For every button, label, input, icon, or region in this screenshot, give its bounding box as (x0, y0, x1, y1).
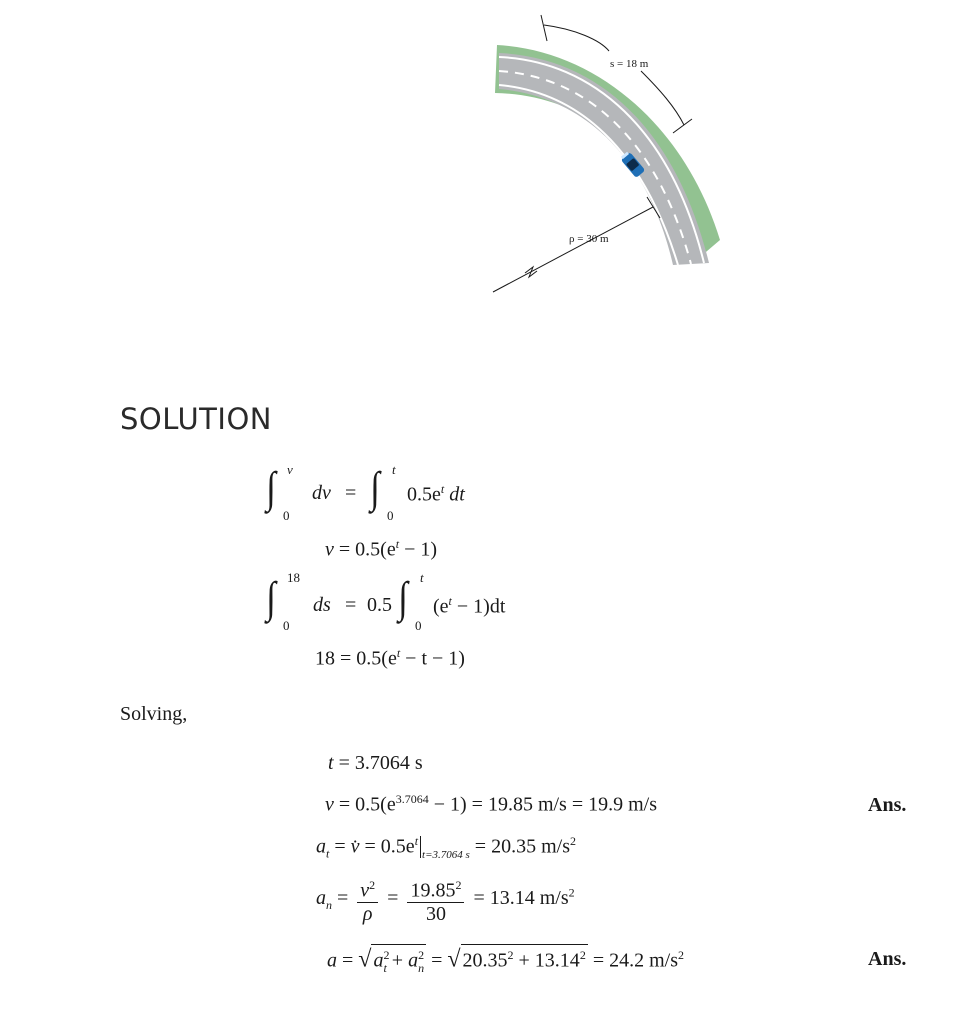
radicand: $a^2_t + a^2_n$ (371, 944, 426, 978)
radical-sign: √ (447, 946, 461, 973)
integrand: $(e^t - 1)dt$ (433, 594, 506, 618)
answer-marker: Ans. (868, 948, 907, 970)
result-velocity: $v = 0.5(e^{3.7064} - 1) = 19.85$ m/s = 19.9 m/s (325, 792, 658, 816)
answer-marker: Ans. (868, 794, 907, 816)
road-curve-figure (485, 5, 745, 305)
upper-limit: t (420, 570, 424, 585)
result-tangential-accel: $a_t$ = v̇ = $0.5e^t_{t=3.7064 s} = 20.35$ $m/s^2$ (316, 834, 576, 861)
solution-heading: SOLUTION (120, 402, 272, 436)
fraction: $\frac{v^2}{\rho}$ (357, 874, 378, 925)
equals-sign: = (345, 482, 357, 504)
lower-limit: 0 (283, 508, 290, 523)
integral-sign: ∫ (266, 463, 276, 512)
lower-limit: 0 (387, 508, 394, 523)
fraction: $\frac{19.85^2}{30}$ (407, 874, 464, 925)
radius-line (493, 207, 653, 292)
result-time: t = 3.7064 s (328, 752, 423, 774)
upper-limit: 18 (287, 570, 300, 585)
integrand: ds (313, 594, 331, 616)
s-dimension-arc (544, 25, 609, 51)
result-normal-accel: $a_n$ = $\frac{v^2}{\rho}$ = $\frac{19.85^2}{30}$ = 13.14 $m/s^2$ (316, 874, 575, 925)
lower-limit: 0 (415, 618, 422, 633)
integrand: dv (312, 482, 331, 504)
radicand: $20.35^2 + 13.14^2$ (461, 944, 588, 971)
solving-label: Solving, (120, 703, 188, 725)
arc-length-label: s = 18 m (610, 58, 649, 70)
equation-1 (265, 462, 525, 526)
lower-limit: 0 (283, 618, 290, 633)
radius-label: ρ = 30 m (569, 233, 609, 245)
upper-limit: t (392, 462, 396, 477)
integrand: $0.5e^t$ dt (407, 482, 465, 506)
equation-4: $18 = 0.5(e^t - t - 1)$ (315, 646, 465, 670)
coefficient: 0.5 (367, 594, 392, 616)
equals-sign: = (345, 594, 357, 616)
upper-limit: v (287, 462, 293, 477)
s-tick-start (541, 15, 547, 41)
equation-2: $v = 0.5(e^t - 1)$ (325, 537, 438, 561)
radius-break-mark (525, 267, 537, 277)
result-total-accel: a = √ $a^2_t + a^2_n$ = √ $20.35^2 + 13.14^2 = 24.2$ $m/s^2$ (327, 944, 684, 978)
integral-sign: ∫ (370, 463, 380, 512)
integral-sign: ∫ (266, 573, 276, 622)
equation-3 (265, 570, 565, 636)
integral-sign: ∫ (398, 573, 408, 622)
radical-sign: √ (358, 946, 372, 973)
